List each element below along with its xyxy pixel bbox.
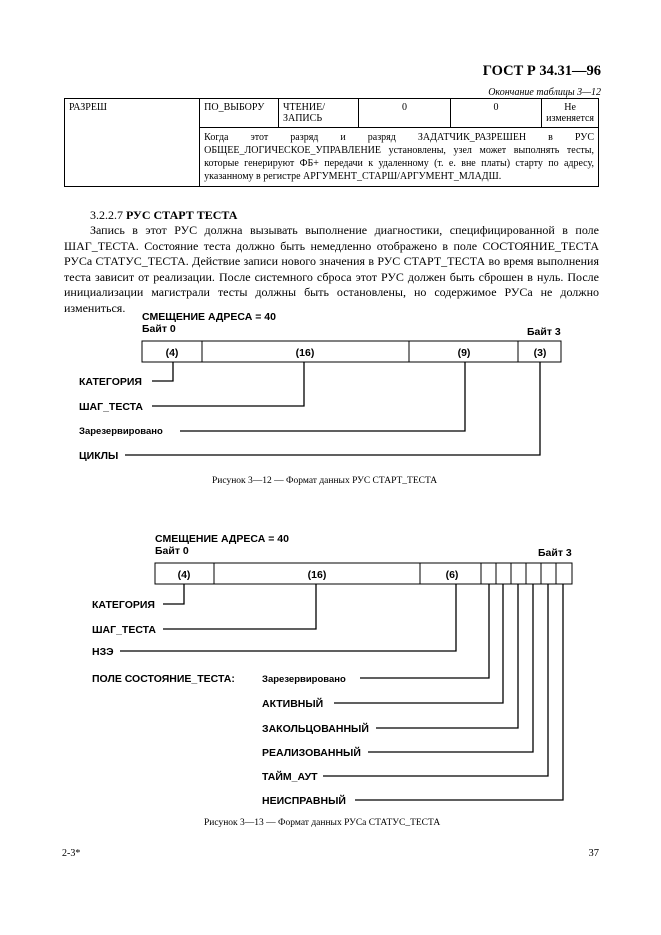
- fig2-register-box: [155, 563, 572, 584]
- document-header: ГОСТ Р 34.31—96: [482, 63, 601, 79]
- fig1-label-category: КАТЕГОРИЯ: [79, 376, 142, 388]
- fig1-field-1: (4): [165, 347, 179, 359]
- fig1-field-2: (16): [295, 347, 315, 359]
- fig2-field-1: (4): [177, 569, 191, 581]
- fig2-label-faulty: НЕИСПРАВНЫЙ: [262, 795, 346, 807]
- fig2-label-status-field: ПОЛЕ СОСТОЯНИЕ_ТЕСТА:: [92, 673, 235, 685]
- fig1-byte0-label: Байт 0: [142, 323, 176, 335]
- page-number: 37: [588, 848, 599, 859]
- fig2-label-nze: НЗЭ: [92, 646, 114, 658]
- table-cell-reset: Не изменяется: [542, 99, 599, 128]
- fig1-byte3-label: Байт 3: [527, 326, 561, 338]
- fig2-byte3-label: Байт 3: [538, 547, 572, 559]
- fig2-label-category: КАТЕГОРИЯ: [92, 599, 155, 611]
- fig2-offset-label: СМЕЩЕНИЕ АДРЕСА = 40: [155, 533, 289, 545]
- fig1-field-4: (3): [533, 347, 547, 359]
- figure2-caption: Рисунок 3—13 — Формат данных РУСа СТАТУС_ТЕСТА: [204, 818, 441, 828]
- table-cell-name: РАЗРЕШ: [65, 99, 200, 128]
- fig2-label-implemented: РЕАЛИЗОВАННЫЙ: [262, 747, 361, 759]
- fig2-label-reserved: Зарезервировано: [262, 674, 346, 685]
- table-cell-value-2: 0: [450, 99, 541, 128]
- fig2-label-test-step: ШАГ_ТЕСТА: [92, 624, 156, 636]
- fig1-offset-label: СМЕЩЕНИЕ АДРЕСА = 40: [142, 311, 276, 323]
- section-paragraph: Запись в этот РУС должна вызывать выполнение диагностики, специфицированной в поле ШАГ_ТЕСТА. Состояние теста должно быть немедленно отображено в поле СОСТОЯНИЕ_ТЕСТА РУСа СТАТУС_ТЕСТА. Действие записи нового значения в РУС СТАРТ_ТЕСТА во время выполнения теста зависит от реализации. После системного сброса этот РУС должен быть сброшен в нуль. После инициализации магистрали тесты должны быть остановлены, но содержимое РУСа не должно измениться.: [64, 223, 599, 315]
- fig2-label-timeout: ТАЙМ_АУТ: [262, 771, 318, 783]
- fig1-label-reserved: Зарезервировано: [79, 426, 163, 437]
- footer-left-mark: 2-3*: [62, 848, 81, 859]
- fig1-register-box: [142, 341, 561, 362]
- section-title: РУС СТАРТ ТЕСТА: [126, 208, 238, 222]
- fig1-leader-lines: [125, 362, 540, 455]
- table-note: Когда этот разряд и разряд ЗАДАТЧИК_РАЗРЕШЕН в РУС ОБЩЕЕ_ЛОГИЧЕСКОЕ_УПРАВЛЕНИЕ установлены, узел может выполнять тесты, которые генерируют ФБ+ передачи к удаленному (т. е. вне платы) старту по адресу, указанному в регистре АРГУМЕНТ_СТАРШ/АРГУМЕНТ_МЛАДШ.: [200, 128, 599, 187]
- table-cell-type: ПО_ВЫБОРУ: [200, 99, 279, 128]
- table-cell-value-1: 0: [359, 99, 450, 128]
- fig1-label-test-step: ШАГ_ТЕСТА: [79, 401, 143, 413]
- section-number: 3.2.2.7: [90, 208, 123, 222]
- fig2-leader-lines: [120, 584, 563, 800]
- fig2-field-3: (6): [445, 569, 459, 581]
- figure1-caption: Рисунок 3—12 — Формат данных РУС СТАРТ_ТЕСТА: [212, 476, 438, 486]
- fig2-label-looped: ЗАКОЛЬЦОВАННЫЙ: [262, 723, 369, 735]
- fig1-field-3: (9): [457, 347, 471, 359]
- table-continuation-label: Окончание таблицы 3—12: [488, 87, 601, 98]
- fig1-label-cycles: ЦИКЛЫ: [79, 450, 119, 462]
- fig2-label-active: АКТИВНЫЙ: [262, 698, 324, 710]
- table-cell-access: ЧТЕНИЕ/ЗАПИСЬ: [278, 99, 358, 128]
- fig2-byte0-label: Байт 0: [155, 545, 189, 557]
- fig2-field-2: (16): [307, 569, 327, 581]
